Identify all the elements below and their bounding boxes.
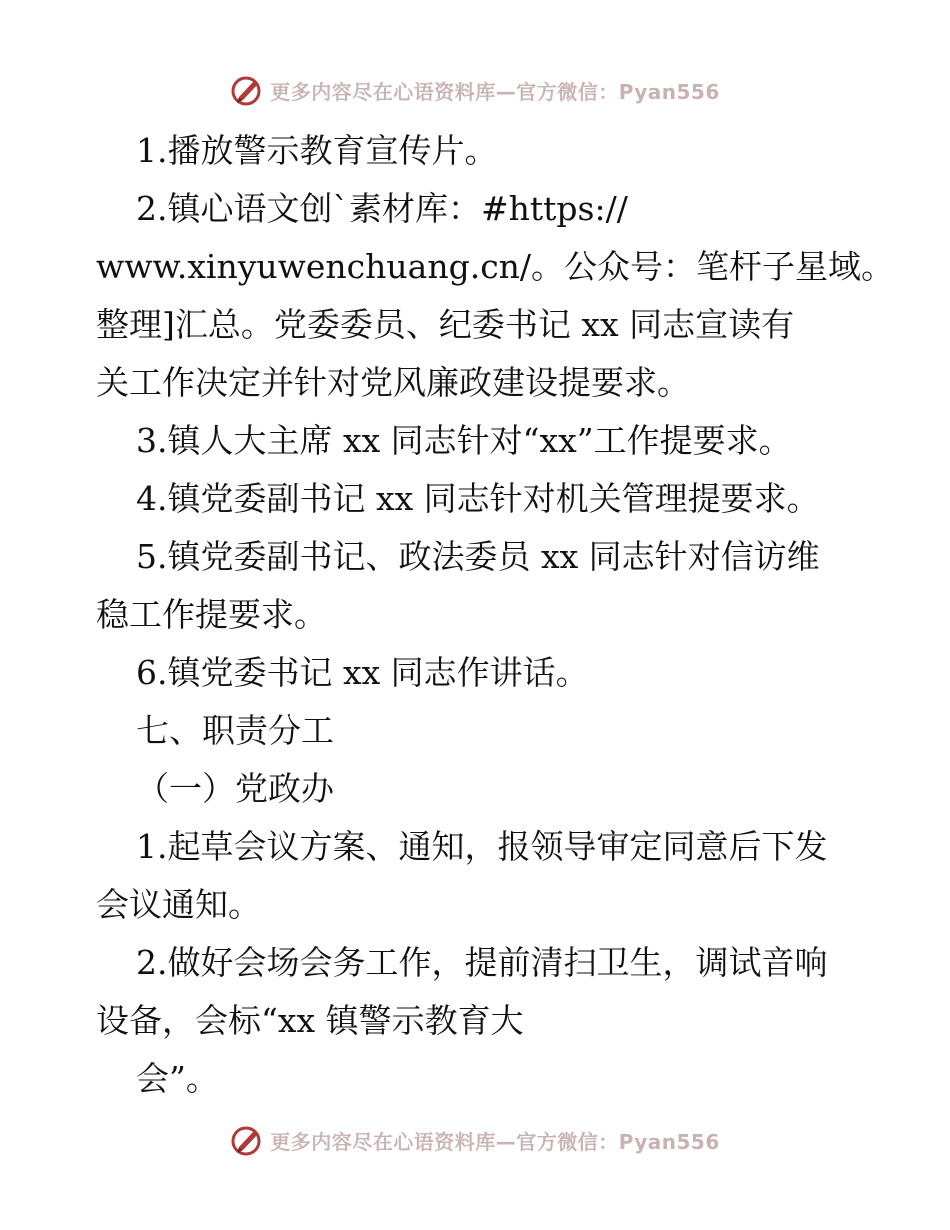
subsection-heading: （一）党政办 bbox=[136, 769, 334, 808]
text-line: 会议通知。 bbox=[96, 885, 261, 924]
text-line: 4.镇党委副书记 xx 同志针对机关管理提要求。 bbox=[136, 479, 820, 518]
watermark-text: 更多内容尽在心语资料库—官方微信：Pyan556 bbox=[270, 79, 720, 104]
text-line: www.xinyuwenchuang.cn/。公众号：笔杆子星域。 bbox=[96, 247, 895, 286]
section-heading: 七、职责分工 bbox=[136, 711, 334, 750]
text-line: 稳工作提要求。 bbox=[96, 595, 327, 634]
text-line: 关工作决定并针对党风廉政建设提要求。 bbox=[96, 363, 690, 402]
pen-circle-logo-icon bbox=[230, 73, 264, 107]
watermark-text: 更多内容尽在心语资料库—官方微信：Pyan556 bbox=[270, 1129, 720, 1154]
text-line: 2.做好会场会务工作，提前清扫卫生，调试音响 bbox=[136, 943, 828, 982]
watermark-footer bbox=[0, 1120, 950, 1160]
watermark-header bbox=[0, 70, 950, 110]
text-line: 5.镇党委副书记、政法委员 xx 同志针对信访维 bbox=[136, 537, 820, 576]
text-line: 6.镇党委书记 xx 同志作讲话。 bbox=[136, 653, 589, 692]
pen-circle-logo-icon bbox=[230, 1123, 264, 1157]
text-line: 3.镇人大主席 xx 同志针对“xx”工作提要求。 bbox=[136, 421, 792, 460]
text-line: 会”。 bbox=[136, 1059, 219, 1098]
text-line: 整理]汇总。党委委员、纪委书记 xx 同志宣读有 bbox=[96, 305, 795, 344]
text-line: 2.镇心语文创`素材库：#https:// bbox=[136, 189, 628, 228]
text-line: 1.播放警示教育宣传片。 bbox=[136, 131, 498, 170]
text-line: 设备，会标“xx 镇警示教育大 bbox=[96, 1001, 524, 1040]
text-line: 1.起草会议方案、通知，报领导审定同意后下发 bbox=[136, 827, 828, 866]
document-body bbox=[96, 122, 895, 1108]
